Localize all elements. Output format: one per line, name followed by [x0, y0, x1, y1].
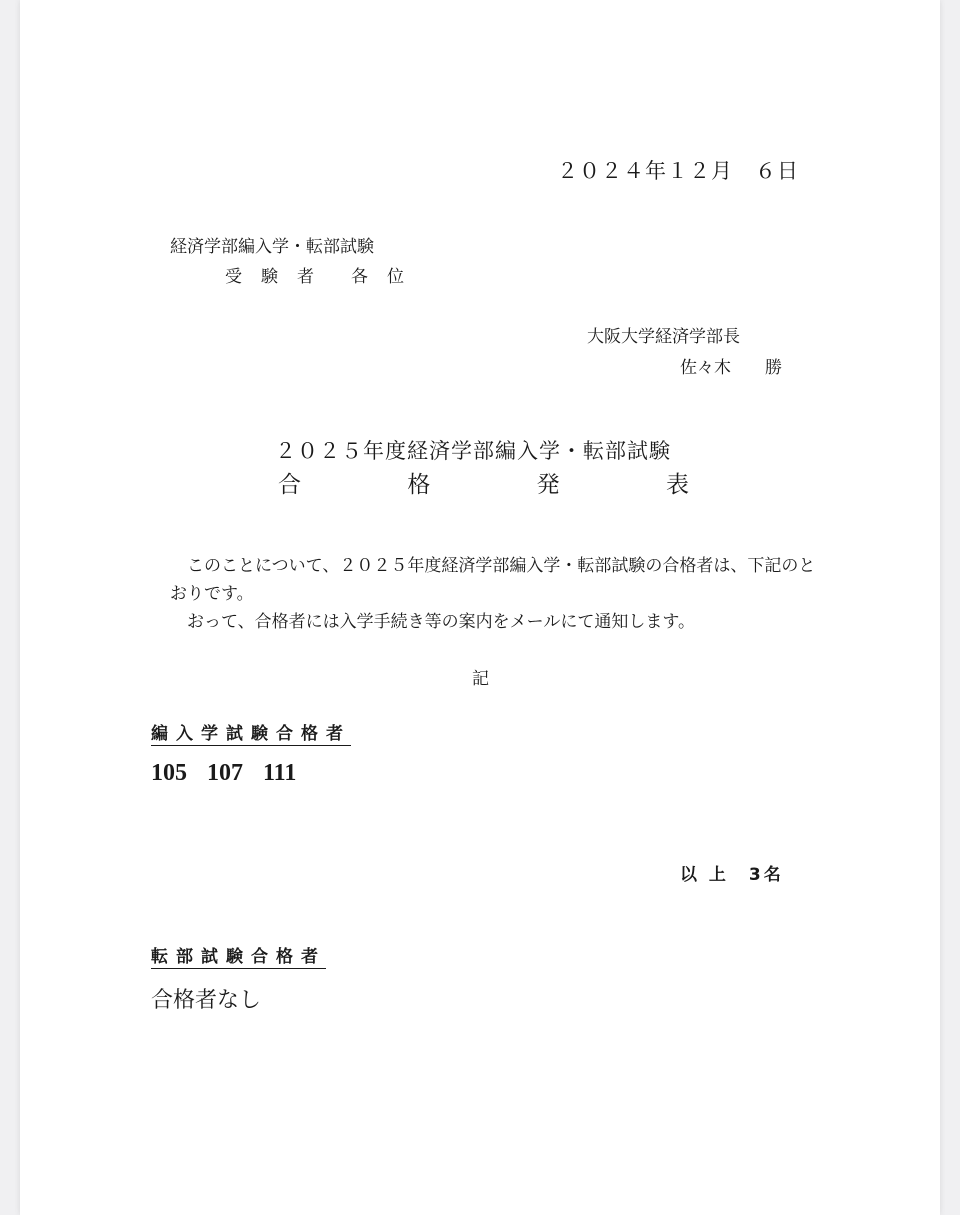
passer-number: 111	[263, 760, 297, 786]
transfer-admission-heading: 編入学試験合格者	[151, 719, 351, 746]
body-text	[170, 552, 830, 636]
passer-total: 以 上 3名	[680, 865, 784, 885]
subtitle-char: 格	[407, 472, 431, 498]
faculty-transfer-heading: 転部試験合格者	[151, 942, 326, 969]
document-date: ２０２４年１２月 ６日	[557, 159, 799, 183]
addressee-line-1: 経済学部編入学・転部試験	[170, 237, 374, 257]
passer-number: 107	[207, 760, 243, 786]
document-page	[20, 0, 940, 1215]
sender-title: 大阪大学経済学部長	[587, 327, 740, 347]
faculty-transfer-result: 合格者なし	[151, 988, 262, 1013]
passer-number: 105	[151, 760, 187, 786]
body-paragraph-2: おって、合格者には入学手続き等の案内をメールにて通知します。	[170, 612, 695, 632]
passer-number-list	[151, 760, 296, 787]
subtitle-char: 表	[665, 472, 689, 498]
subtitle-char: 合	[278, 472, 301, 498]
body-paragraph-1: このことについて、２０２５年度経済学部編入学・転部試験の合格者は、下記のとおりです。	[170, 556, 816, 604]
ki-heading: 記	[472, 669, 489, 689]
subtitle-char: 発	[536, 472, 560, 498]
addressee-line-2: 受 験 者 各 位	[225, 267, 405, 287]
document-subtitle	[275, 466, 695, 499]
sender-name: 佐々木 勝	[680, 358, 782, 378]
document-title: ２０２５年度経済学部編入学・転部試験	[275, 439, 671, 463]
